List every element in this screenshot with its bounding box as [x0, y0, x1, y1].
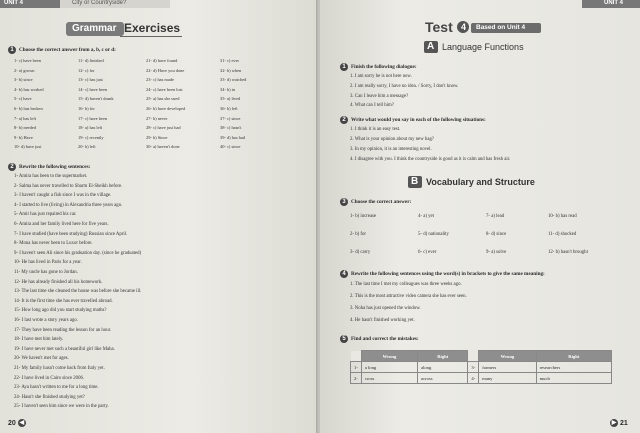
dialogue-line: 2. I am really sorry, I have no idea. / Sorry, I don't know. [350, 83, 459, 89]
ex2-sentence: 4- I started to live (living) in Alexandria three years ago. [14, 202, 123, 208]
ex1-answer: 32- b) when [220, 67, 242, 73]
mistakes-table [350, 350, 612, 384]
ex2-sentence: 24- Hasn't she finished studying yet? [14, 394, 85, 400]
ex2-sentence: 19- I have never met such a beautiful girl like Maha. [14, 346, 115, 352]
b-ex5-instruction [340, 335, 419, 343]
ex1-answer: 34- b) in [220, 86, 236, 92]
section-a-letter: A [427, 41, 435, 52]
situation-line: 3. In my opinion, it is an interesting novel. [350, 147, 432, 152]
ex1-answer: 2- a) grown [14, 67, 35, 73]
a-ex1-number: 1 [340, 63, 348, 71]
ex1-answer: 26- b) have developed [146, 106, 186, 111]
ex1-answer: 19- c) recently [78, 134, 104, 140]
header-wrong-2: Wrong [479, 351, 536, 362]
a-ex2-instruction [340, 116, 486, 124]
ex3-answer: 12- b) hasn't brought [548, 250, 588, 255]
ex1-answer: 9- b) Have [14, 134, 33, 140]
ex1-answer: 30- a) haven't done [146, 144, 180, 150]
mistakes-cell: cross [361, 373, 417, 384]
prev-arrow-icon: ◀ [19, 420, 25, 426]
ex2-sentence: 23- Aya hasn't written to me for a long time. [14, 385, 99, 391]
unit-label-left: UNIT 4 [4, 0, 24, 6]
dialogue-line: 1. I am sorry he is not here now. [350, 74, 412, 79]
ex1-answer: 15- d) haven't drunk [78, 96, 114, 102]
ex2-sentence: 10- He has lived in Paris for a year. [14, 260, 82, 266]
ex1-instruction [8, 46, 116, 54]
ex3-answer: 2- b) for [350, 232, 366, 237]
ex1-answer: 12- c) for [78, 67, 95, 73]
b-ex4-instruction-text: Rewrite the following sentences using the word(s) in brackets to give the same meaning: [351, 271, 545, 278]
dialogue-line: 4. What can I tell him? [350, 103, 394, 109]
ex1-answer: 28- c) have just had [146, 125, 181, 131]
ex1-number: 1 [8, 46, 16, 54]
ex2-sentence: 1- Amira has been to the supermarket. [14, 174, 88, 179]
ex2-sentence: 6- Amira and her family lived here for five years. [14, 222, 109, 227]
situation-line: 1. I think it is an easy test. [350, 127, 401, 132]
ex2-sentence: 18- I have met him lately. [14, 337, 64, 343]
ex1-answer: 38- c) hasn't [220, 125, 242, 131]
b-ex4-instruction [340, 270, 545, 278]
test-based-label: Based on Unit 4 [476, 24, 526, 31]
ex3-answer: 4- a) yet [418, 214, 434, 219]
situation-line: 4. I disagree with you. I think the countryside is good as it is calm and has fresh air. [350, 157, 511, 162]
ex1-answer: 29- b) Since [146, 134, 168, 140]
ex3-answer: 3- d) carry [350, 250, 371, 255]
right-page [320, 0, 640, 433]
ex1-answer: 10- d) have just [14, 144, 42, 150]
ex1-answer: 17- c) have been [78, 115, 108, 121]
ex1-answer: 39- d) has had [220, 134, 245, 140]
ex2-sentence: 12- He has already finished all his homework. [14, 279, 103, 285]
ex1-answer: 25- a) has she used [146, 96, 180, 102]
ex1-answer: 37- c) since [220, 115, 241, 121]
ex1-answer: 40- c) since [220, 144, 241, 150]
ex1-answer: 27- b) never [146, 115, 168, 121]
ex2-sentence: 9- I haven't seen Ali since his graduation day. (since he graduated) [14, 250, 142, 256]
b-ex3-instruction-text: Choose the correct answer: [351, 199, 412, 206]
next-arrow-icon: ▶ [611, 420, 617, 426]
ex2-sentence: 25- I haven't seen him since we were in the party. [14, 404, 109, 410]
mistakes-table-body [351, 362, 612, 384]
header-spacer-2 [468, 351, 479, 362]
mistakes-cell: 2- [351, 373, 362, 384]
ex1-answer: 20- b) left [78, 144, 96, 150]
ex3-answer: 6- c) ever [418, 250, 437, 255]
unit-label-right: UNIT 4 [604, 0, 624, 6]
ex2-sentence: 3- I haven't caught a fish since I was in the village. [14, 193, 112, 199]
ex1-answer: 31- c) ever [220, 58, 240, 63]
a-ex1-instruction-text: Finish the following dialogue: [351, 64, 417, 71]
b-ex5-number: 5 [340, 335, 348, 343]
left-page [0, 0, 318, 433]
topic-label: City or Countryside? [60, 0, 170, 8]
a-ex1-instruction [340, 63, 417, 71]
ex1-answer: 3- b) since [14, 77, 33, 83]
header-right-2: Right [536, 351, 611, 362]
ex2-sentence: 13- The last time she cleaned the house was before she became ill. [14, 289, 142, 295]
rewrite-line: 4. He hasn't finished working yet. [350, 318, 415, 323]
a-ex2-number: 2 [340, 116, 348, 124]
mistakes-cell: researchers [536, 362, 611, 373]
dialogue-line: 3. Can I leave him a message? [350, 93, 409, 99]
section-a-title: Language Functions [442, 42, 524, 52]
ex2-sentence: 11- My uncle has gone to Jordan. [14, 270, 78, 275]
page-number-left [8, 419, 26, 427]
ex1-answer: 1- c) have been [14, 58, 41, 63]
ex1-instruction-text: Choose the correct answer from a, b, c or d: [19, 47, 116, 54]
rewrite-line: 3. Noha has just opened the window. [350, 306, 421, 311]
section-b-title: Vocabulary and Structure [426, 177, 535, 187]
mistakes-row [351, 373, 612, 384]
ex3-answer: 11- d) shocked [548, 232, 577, 237]
mistakes-cell: 1- [351, 362, 362, 373]
ex3-answer: 7- a) lead [486, 214, 505, 219]
page-number-right-text: 21 [619, 419, 628, 427]
mistakes-cell: across [418, 373, 468, 384]
ex2-sentence: 2- Salma has never travelled to Sharm El-Sheikh before. [14, 183, 123, 189]
rewrite-line: 1. The last time I met my colleagues was three weeks ago. [350, 282, 462, 287]
header-wrong-1: Wrong [361, 351, 417, 362]
ex2-instruction-text: Rewrite the following sentences: [19, 164, 91, 171]
ex1-answer: 21- d) have found [146, 58, 178, 63]
ex3-answer: 10- b) has read [548, 214, 577, 219]
rewrite-line: 2. This is the most attractive video camera she has ever seen. [350, 294, 467, 299]
mistakes-row [351, 362, 612, 373]
ex1-answer: 16- b) for [78, 106, 95, 111]
test-number: 4 [461, 22, 467, 32]
title-underline [120, 36, 182, 37]
a-ex2-instruction-text: Write what would you say in each of the following situations: [351, 117, 486, 124]
ex1-answer: 23- c) has made [146, 77, 174, 83]
ex1-answer: 7- a) has left [14, 115, 37, 121]
ex1-answer: 11- d) finished [78, 58, 104, 63]
header-right-1: Right [418, 351, 468, 362]
ex1-answer: 6- b) has broken [14, 106, 43, 111]
mistakes-cell: along [418, 362, 468, 373]
ex1-answer: 13- c) has just [78, 77, 103, 83]
grammar-title: Grammar [72, 23, 117, 34]
ex2-sentence: 8- Mona has never been to Luxor before. [14, 241, 93, 247]
situation-line: 2. What is your opinion about my new bag? [350, 137, 434, 142]
ex2-sentence: 15- How long ago did you start studying maths? [14, 308, 107, 314]
ex2-sentence: 7- I have studied (have been studying) Russian since April. [14, 231, 128, 237]
ex3-answer: 9- a) solve [486, 250, 507, 255]
mistakes-cell: much [536, 373, 611, 384]
ex2-sentence: 20- We haven't met for ages. [14, 356, 69, 362]
page-number-left-text: 20 [8, 419, 16, 427]
ex3-answer: 1- b) increase [350, 214, 377, 219]
unit-tab-right [582, 0, 640, 8]
mistakes-cell: 4- [468, 373, 479, 384]
b-ex5-instruction-text: Find and correct the mistakes: [351, 336, 419, 343]
ex1-answer: 8- b) needed [14, 125, 36, 131]
ex1-answer: 4- b) has worked [14, 86, 44, 92]
ex2-number: 2 [8, 163, 16, 171]
ex2-sentence: 21- My family hasn't come back from Italy yet. [14, 366, 105, 371]
ex2-sentence: 5- Amir has just repaired his car. [14, 212, 77, 218]
ex1-answer: 35- a) lived [220, 96, 241, 102]
ex2-sentence: 22- I have lived in Cairo since 2006. [14, 375, 85, 381]
header-spacer-1 [351, 351, 362, 362]
ex1-answer: 18- a) has left [78, 125, 103, 131]
test-title: Test [425, 19, 453, 35]
mistakes-cell: farmers [479, 362, 536, 373]
ex1-answer: 5- c) have [14, 96, 32, 102]
ex1-answer: 22- d) Have you done [146, 67, 185, 73]
b-ex3-number: 3 [340, 198, 348, 206]
section-b-letter: B [411, 176, 419, 187]
ex2-instruction [8, 163, 90, 171]
b-ex4-number: 4 [340, 270, 348, 278]
exercises-title: Exercises [124, 21, 181, 35]
page-number-right [610, 419, 628, 427]
ex2-sentence: 16- I last wrote a story years ago. [14, 318, 78, 323]
ex3-answer: 8- d) since [486, 232, 507, 237]
ex1-answer: 24- c) have been lost [146, 86, 183, 92]
ex1-answer: 33- d) watched [220, 77, 247, 83]
ex2-sentence: 17- They have been reading the lesson for an hour. [14, 327, 112, 333]
mistakes-cell: many [479, 373, 536, 384]
ex2-sentence: 14- It is the first time she has ever travelled abroad. [14, 298, 113, 304]
mistakes-table-header [351, 351, 612, 362]
ex3-answer: 5- d) nationality [418, 232, 449, 237]
ex1-answer: 14- c) have been [78, 86, 108, 92]
unit-tab-left [0, 0, 60, 8]
b-ex3-instruction [340, 198, 411, 206]
ex1-answer: 36- b) left [220, 106, 238, 111]
mistakes-cell: a long [361, 362, 417, 373]
mistakes-cell: 3- [468, 362, 479, 373]
